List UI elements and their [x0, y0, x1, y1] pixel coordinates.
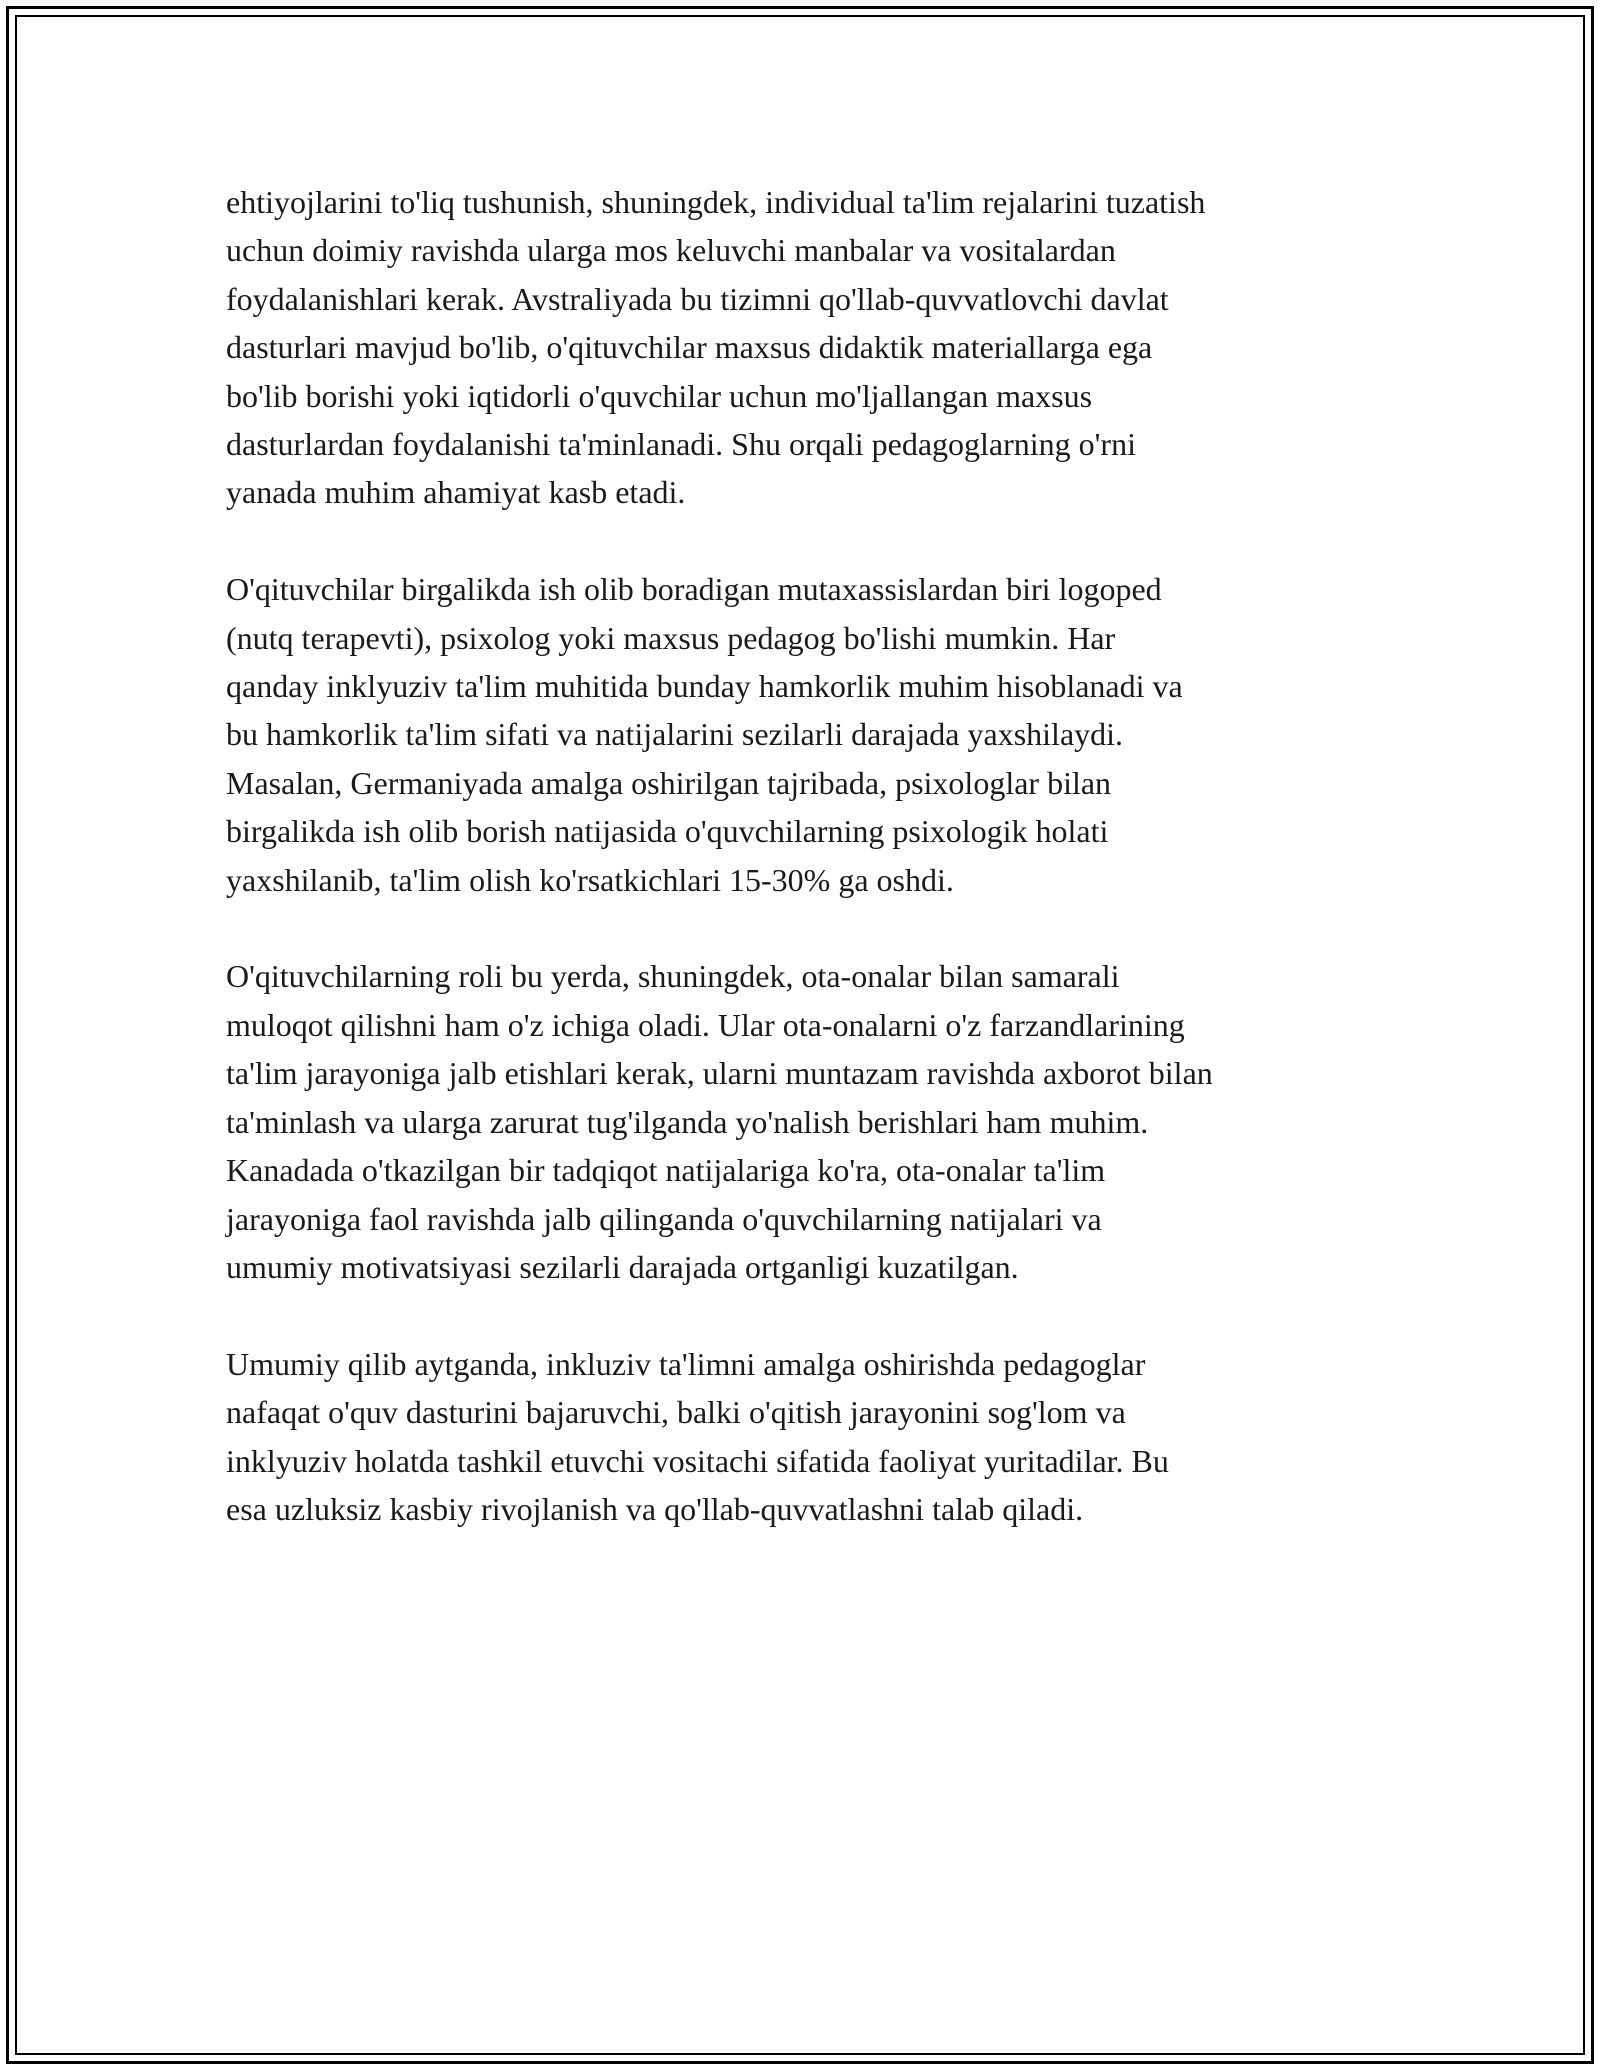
text-line: yanada muhim ahamiyat kasb etadi.	[226, 474, 686, 511]
text-line: Umumiy qilib aytganda, inkluziv ta'limni amalga oshirishda pedagoglar	[226, 1345, 1146, 1382]
text-line: inklyuziv holatda tashkil etuvchi vositachi sifatida faoliyat yuritadilar. Bu	[226, 1442, 1169, 1479]
text-line: qanday inklyuziv ta'lim muhitida bunday hamkorlik muhim hisoblanadi va	[226, 668, 1183, 705]
text-line: Masalan, Germaniyada amalga oshirilgan tajribada, psixologlar bilan	[226, 764, 1112, 801]
text-line: (nutq terapevti), psixolog yoki maxsus pedagog bo'lishi mumkin. Har	[226, 619, 1116, 656]
text-line: bu hamkorlik ta'lim sifati va natijalarini sezilarli darajada yaxshilaydi.	[226, 716, 1124, 753]
text-line: esa uzluksiz kasbiy rivojlanish va qo'llab-quvvatlashni talab qiladi.	[226, 1490, 1084, 1527]
text-line: O'qituvchilar birgalikda ish olib boradigan mutaxassislardan biri logoped	[226, 571, 1162, 608]
text-line: ta'lim jarayoniga jalb etishlari kerak, ularni muntazam ravishda axborot bilan	[226, 1055, 1213, 1092]
text-line: Kanadada o'tkazilgan bir tadqiqot natijalariga ko'ra, ota-onalar ta'lim	[226, 1152, 1106, 1189]
paragraph-3	[226, 952, 1386, 1291]
text-line: foydalanishlari kerak. Avstraliyada bu tizimni qo'llab-quvvatlovchi davlat	[226, 280, 1169, 317]
text-line: yaxshilanib, ta'lim olish ko'rsatkichlari 15-30% ga oshdi.	[226, 861, 954, 898]
text-line: ta'minlash va ularga zarurat tug'ilganda yo'nalish berishlari ham muhim.	[226, 1103, 1149, 1140]
text-line: muloqot qilishni ham o'z ichiga oladi. Ular ota-onalarni o'z farzandlarining	[226, 1006, 1185, 1043]
text-line: birgalikda ish olib borish natijasida o'quvchilarning psixologik holati	[226, 813, 1109, 850]
text-line: nafaqat o'quv dasturini bajaruvchi, balki o'qitish jarayonini sog'lom va	[226, 1394, 1126, 1431]
text-line: dasturlari mavjud bo'lib, o'qituvchilar maxsus didaktik materiallarga ega	[226, 329, 1153, 366]
text-line: ehtiyojlarini to'liq tushunish, shuningdek, individual ta'lim rejalarini tuzatish	[226, 184, 1206, 220]
paragraph-1	[226, 178, 1386, 517]
text-line: bo'lib borishi yoki iqtidorli o'quvchilar uchun mo'ljallangan maxsus	[226, 377, 1093, 414]
paragraph-2	[226, 565, 1386, 904]
paragraph-4	[226, 1340, 1386, 1534]
text-line: uchun doimiy ravishda ularga mos keluvchi manbalar va vositalardan	[226, 232, 1116, 269]
text-line: jarayoniga faol ravishda jalb qilinganda o'quvchilarning natijalari va	[226, 1200, 1102, 1237]
text-line: umumiy motivatsiyasi sezilarli darajada ortganligi kuzatilgan.	[226, 1248, 1019, 1285]
text-line: dasturlardan foydalanishi ta'minlanadi. Shu orqali pedagoglarning o'rni	[226, 426, 1136, 463]
document-body	[226, 178, 1386, 1582]
text-line: O'qituvchilarning roli bu yerda, shuningdek, ota-onalar bilan samarali	[226, 958, 1120, 995]
